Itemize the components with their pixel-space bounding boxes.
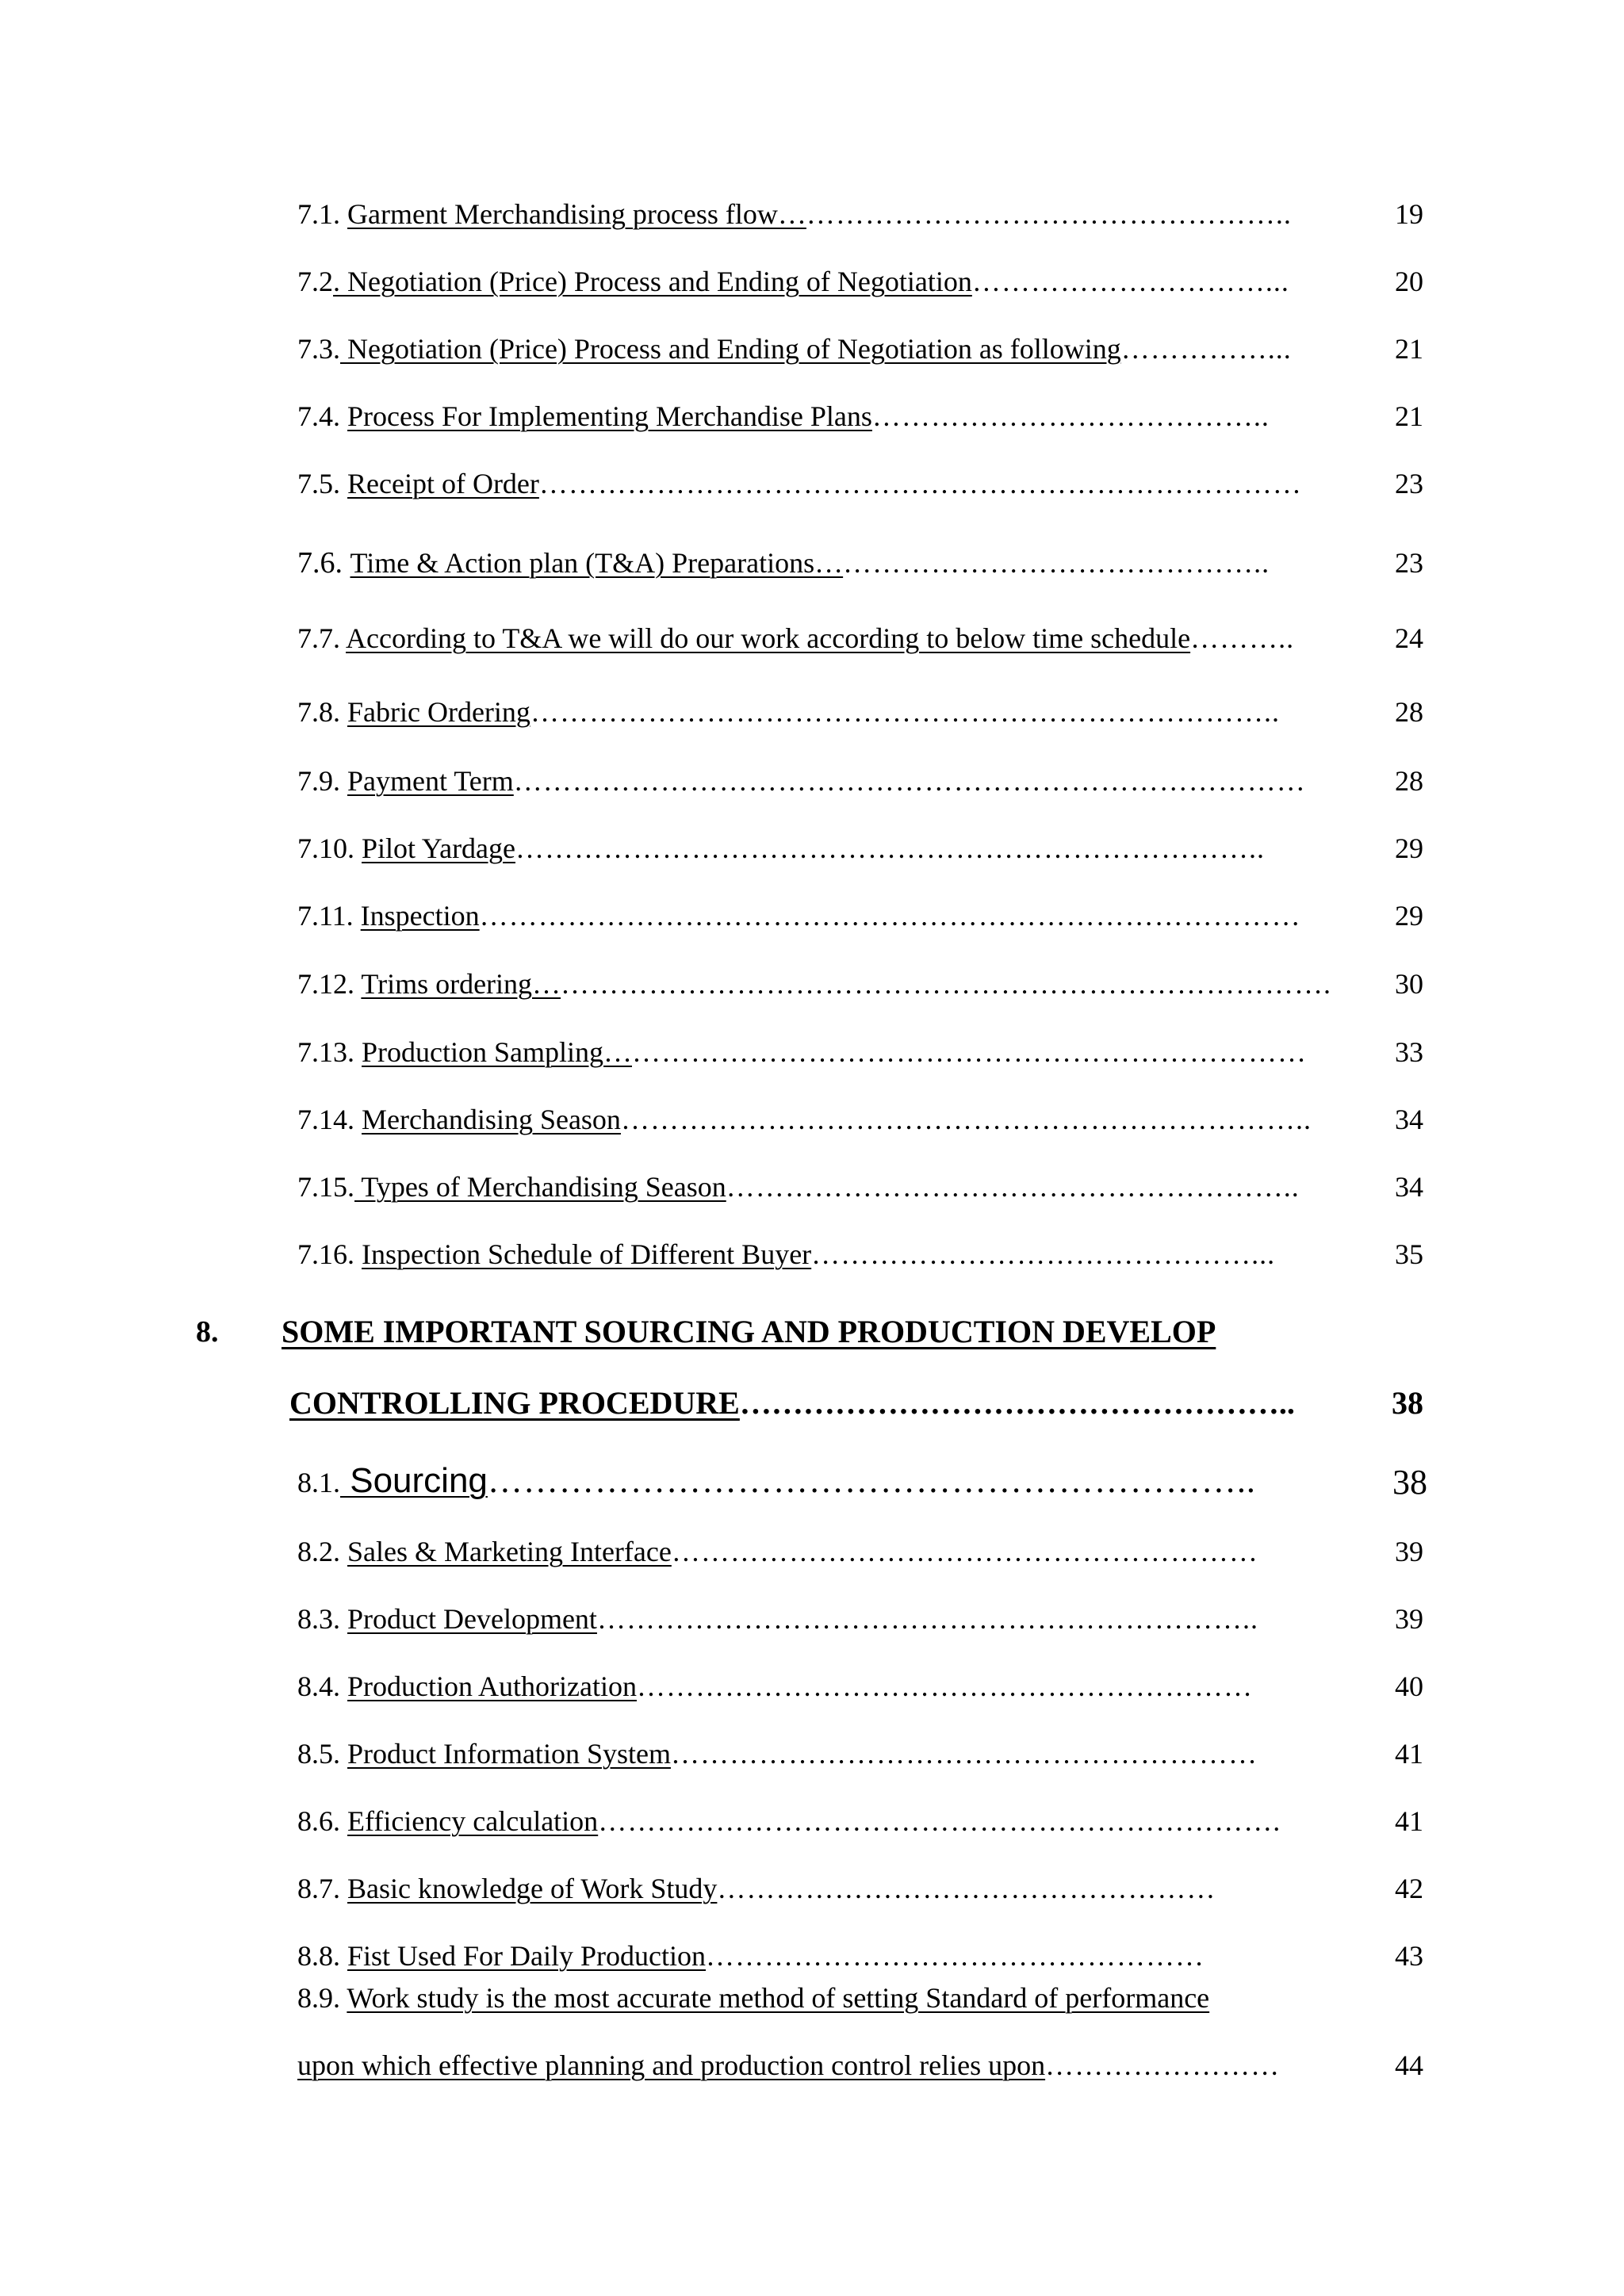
entry-title[interactable]: Product Development [347, 1603, 597, 1635]
page-number: 29 [1395, 900, 1423, 932]
toc-entry[interactable] [297, 262, 1352, 301]
dot-leader: ……………………………………………………………………. [561, 968, 1332, 1000]
section-title-text[interactable]: SOME IMPORTANT SOURCING AND PRODUCTION DEVELOP [282, 1314, 1216, 1349]
page-number: 24 [1395, 622, 1423, 654]
dot-leader: ………………………………………... [811, 1238, 1276, 1270]
entry-number: 7.15. [297, 1171, 354, 1203]
toc-entry-8-9-continued[interactable] [297, 2045, 1352, 2085]
toc-entry-sourcing[interactable] [297, 1457, 1352, 1505]
entry-number: 7.13. [297, 1036, 362, 1068]
toc-entry[interactable] [297, 1599, 1352, 1639]
page-number: 38 [1392, 1385, 1423, 1421]
toc-entry[interactable] [297, 543, 1352, 583]
entry-number: 7.5. [297, 468, 347, 499]
page-number: 28 [1395, 696, 1423, 728]
toc-entry[interactable] [297, 1936, 1352, 1976]
toc-entry[interactable] [297, 329, 1352, 369]
entry-number: 8.9. [297, 1982, 347, 2014]
dot-leader: ………………………………………………………………….. [515, 832, 1266, 864]
entry-title[interactable]: Trims ordering… [361, 968, 561, 1000]
dot-leader: ……………………………………………………………. [598, 1805, 1281, 1837]
entry-number: 8.6. [297, 1805, 347, 1837]
entry-title[interactable]: According to T&A we will do our work according to below time schedule [346, 622, 1191, 654]
entry-number: 7.16. [297, 1238, 362, 1270]
entry-number: 7.3. [297, 333, 340, 365]
toc-entry[interactable] [297, 1532, 1352, 1571]
entry-title[interactable]: Production Sampling… [362, 1036, 632, 1068]
toc-entry[interactable] [297, 761, 1352, 801]
page-number: 34 [1395, 1171, 1423, 1203]
toc-entry-8-9[interactable] [297, 1978, 1352, 2018]
entry-title[interactable]: Types of Merchandising Season [354, 1171, 726, 1203]
entry-title[interactable]: Pilot Yardage [362, 832, 516, 864]
entry-title[interactable]: Inspection Schedule of Different Buyer [362, 1238, 812, 1270]
page-number: 41 [1395, 1738, 1423, 1770]
dot-leader: …………………………………………………………….. [620, 1104, 1312, 1135]
entry-title[interactable]: Negotiation (Price) Process and Ending of Negotiation as following [340, 333, 1121, 365]
entry-number: 8.4. [297, 1670, 347, 1702]
entry-number: 7.9. [297, 765, 347, 797]
entry-number: 8.3. [297, 1603, 347, 1635]
entry-title[interactable]: Work study is the most accurate method of setting Standard of performance [347, 1982, 1210, 2014]
dot-leader: ……………... [1120, 333, 1292, 365]
entry-title[interactable]: Efficiency calculation [347, 1805, 599, 1837]
dot-leader: ………………………………………………………….. [596, 1603, 1258, 1635]
toc-entry[interactable] [297, 1234, 1352, 1274]
entry-title[interactable]: Process For Implementing Merchandise Plans [347, 400, 872, 432]
dot-leader: …………………………………………………… [670, 1738, 1258, 1770]
entry-title[interactable]: Inspection [360, 900, 480, 932]
page-number: 21 [1395, 333, 1423, 365]
entry-title[interactable]: Payment Term [347, 765, 514, 797]
entry-number: 7.8. [297, 696, 347, 728]
dot-leader: ………………………………………………….. [726, 1171, 1300, 1203]
entry-title[interactable]: Time & Action plan (T&A) Preparations… [350, 547, 844, 579]
page-number: 20 [1395, 266, 1423, 297]
entry-number: 7.12. [297, 968, 362, 1000]
page-number: 42 [1395, 1873, 1423, 1904]
entry-number: 7.1. [297, 198, 347, 230]
dot-leader: ……………………………………………………….. [487, 1461, 1256, 1500]
section-title-line2[interactable] [289, 1383, 1295, 1423]
entry-title[interactable]: Receipt of Order [347, 468, 539, 499]
page-number: 33 [1395, 1036, 1423, 1068]
dot-leader: ……….. [1190, 622, 1295, 654]
toc-entry[interactable] [297, 1667, 1352, 1706]
entry-title[interactable]: Basic knowledge of Work Study [347, 1873, 718, 1904]
page-number: 23 [1395, 468, 1423, 499]
page-number: 43 [1395, 1940, 1423, 1972]
page-number: 34 [1395, 1104, 1423, 1135]
page-number: 30 [1395, 968, 1423, 1000]
entry-number: 7.6. [297, 546, 350, 580]
toc-entry[interactable] [297, 396, 1352, 436]
entry-title[interactable]: Product Information System [347, 1738, 671, 1770]
entry-number: 8.2. [297, 1536, 347, 1567]
toc-entry[interactable] [297, 692, 1352, 732]
entry-title[interactable]: . Negotiation (Price) Process and Ending of Negotiation [333, 266, 972, 297]
entry-title[interactable]: Production Authorization [347, 1670, 637, 1702]
entry-title[interactable]: Fabric Ordering [347, 696, 530, 728]
section-number: 8. [196, 1315, 219, 1349]
dot-leader: …………………………………………………… [671, 1536, 1258, 1567]
dot-leader: …………………………………………… [706, 1940, 1205, 1972]
toc-entry[interactable] [297, 1869, 1352, 1908]
toc-entry[interactable] [297, 964, 1352, 1004]
entry-number: 8.5. [297, 1738, 347, 1770]
dot-leader: …………………………………….. [843, 547, 1270, 579]
entry-number: 7.2 [297, 266, 333, 297]
dot-leader: ………………………………………………………………………… [479, 900, 1301, 932]
page-number: 39 [1395, 1536, 1423, 1567]
toc-entry[interactable] [297, 464, 1352, 503]
dot-leader: …………………………………………… [717, 1873, 1216, 1904]
entry-number: 7.11. [297, 900, 361, 932]
toc-entry[interactable] [297, 828, 1352, 868]
dot-leader: ……………………………………………………………………… [513, 765, 1306, 797]
toc-entry[interactable] [297, 1032, 1352, 1072]
dot-leader: ………………………………………….. [806, 198, 1292, 230]
dot-leader: ………………………………………………………………….. [530, 696, 1280, 728]
entry-number: 7.14. [297, 1104, 362, 1135]
dot-leader: …………………………………………….. [739, 1385, 1295, 1421]
dot-leader: …………………… [1045, 2049, 1281, 2081]
entry-number: 7.10. [297, 832, 362, 864]
entry-number: 8.8. [297, 1940, 347, 1972]
toc-entry[interactable] [297, 1167, 1352, 1207]
page-number: 44 [1395, 2049, 1423, 2081]
entry-number: 7.4. [297, 400, 347, 432]
section-title-line1[interactable] [282, 1312, 1216, 1352]
entry-number: 7.7. [297, 622, 347, 654]
toc-entry[interactable] [297, 194, 1352, 234]
toc-entry[interactable] [297, 1801, 1352, 1841]
entry-title[interactable]: Garment Merchandising process flow… [347, 198, 806, 230]
entry-number: 8.1. [297, 1467, 340, 1498]
page-number: 41 [1395, 1805, 1423, 1837]
dot-leader: …………………………... [971, 266, 1289, 297]
page-number: 21 [1395, 400, 1423, 432]
entry-title[interactable]: Sourcing [340, 1461, 488, 1500]
dot-leader: …………………………………………………………… [632, 1036, 1307, 1068]
entry-title[interactable]: Fist Used For Daily Production [347, 1940, 707, 1972]
page-number: 23 [1395, 547, 1423, 579]
toc-entry[interactable] [297, 618, 1352, 658]
dot-leader: …………………………………………………………………… [538, 468, 1302, 499]
page-number: 35 [1395, 1238, 1423, 1270]
page-number: 38 [1392, 1463, 1427, 1502]
page-number: 29 [1395, 832, 1423, 864]
page-number: 39 [1395, 1603, 1423, 1635]
entry-title[interactable]: upon which effective planning and production control relies upon [297, 2049, 1046, 2081]
page-number: 28 [1395, 765, 1423, 797]
entry-title[interactable]: Sales & Marketing Interface [347, 1536, 672, 1567]
toc-entry[interactable] [297, 1100, 1352, 1139]
dot-leader: ……………………………………………………… [636, 1670, 1253, 1702]
page-number: 40 [1395, 1670, 1423, 1702]
entry-title[interactable]: Merchandising Season [362, 1104, 621, 1135]
dot-leader: ………………………………….. [871, 400, 1270, 432]
toc-entry[interactable] [297, 1734, 1352, 1774]
section-title-text[interactable]: CONTROLLING PROCEDURE [289, 1385, 740, 1421]
entry-number: 8.7. [297, 1873, 347, 1904]
page-number: 19 [1395, 198, 1423, 230]
toc-entry[interactable] [297, 896, 1352, 936]
